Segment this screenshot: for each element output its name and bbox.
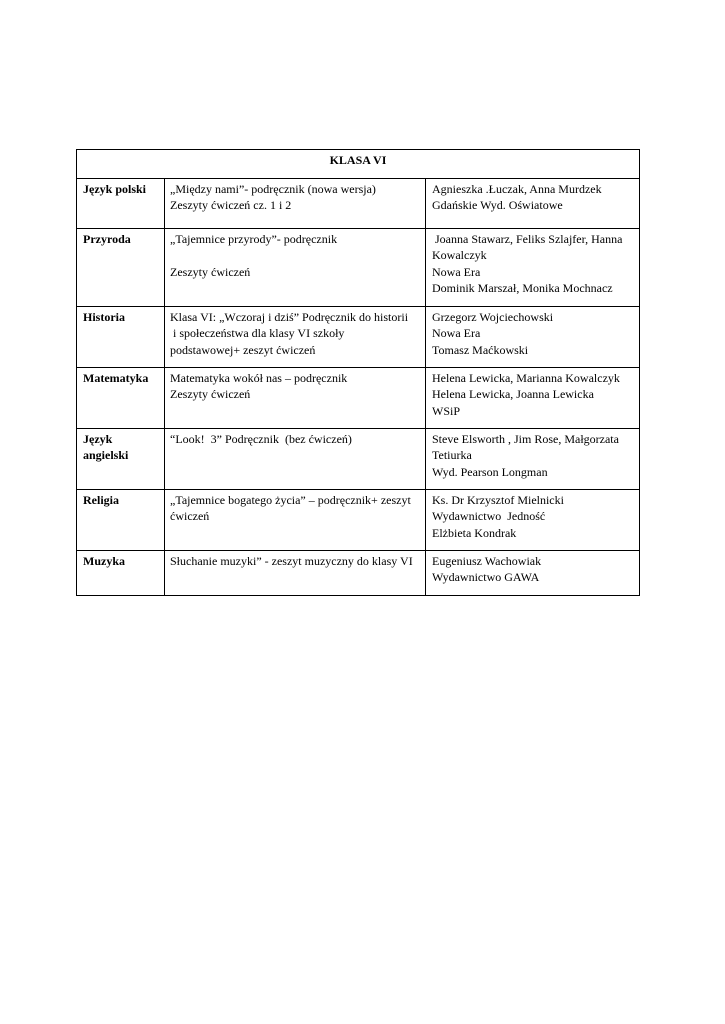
title-cell (165, 307, 426, 368)
title-line: Matematyka wokół nas – podręcznik (170, 371, 348, 385)
title-line: podstawowej+ zeszyt ćwiczeń (170, 342, 316, 357)
table-body (77, 179, 640, 596)
subject-line: Przyroda (83, 232, 131, 246)
title-line: Słuchanie muzyki” - zeszyt muzyczny do klasy VI (170, 554, 413, 568)
table-header-row (77, 150, 640, 179)
title-line: “Look! 3” Podręcznik (bez ćwiczeń) (170, 432, 352, 446)
title-cell (165, 179, 426, 229)
table-row (77, 307, 640, 368)
authors-line: Helena Lewicka, Marianna Kowalczyk (432, 371, 620, 385)
authors-line: Agnieszka .Łuczak, Anna Murdzek (432, 182, 602, 196)
subject-line: angielski (83, 448, 129, 463)
authors-line: Ks. Dr Krzysztof Mielnicki (432, 493, 564, 507)
authors-line: Helena Lewicka, Joanna Lewicka (432, 387, 594, 402)
authors-line: Wyd. Pearson Longman (432, 464, 548, 479)
authors-cell (426, 490, 640, 551)
title-cell (165, 229, 426, 307)
title-line: „Między nami”- podręcznik (nowa wersja) (170, 182, 376, 196)
authors-line: WSiP (432, 403, 461, 418)
subject-line: Religia (83, 493, 119, 507)
table-row (77, 551, 640, 596)
class-heading: KLASA VI (77, 150, 640, 179)
authors-cell (426, 229, 640, 307)
title-line (170, 247, 421, 263)
table-row (77, 368, 640, 429)
authors-cell (426, 307, 640, 368)
title-cell (165, 551, 426, 596)
authors-line: Dominik Marszał, Monika Mochnacz (432, 281, 613, 296)
title-line: i społeczeństwa dla klasy VI szkoły (170, 326, 345, 341)
authors-line: Wydawnictwo Jedność (432, 509, 546, 524)
subject-line: Muzyka (83, 554, 125, 568)
subject-line: Język polski (83, 182, 147, 196)
title-line: „Tajemnice przyrody”- podręcznik (170, 232, 338, 246)
subject-cell (77, 307, 165, 368)
authors-line: Joanna Stawarz, Feliks Szlajfer, Hanna (432, 232, 623, 246)
title-line: Zeszyty ćwiczeń (170, 387, 251, 402)
title-line: „Tajemnice bogatego życia” – podręcznik+ zeszyt (170, 493, 411, 507)
title-line: Zeszyty ćwiczeń (170, 264, 251, 279)
subject-cell (77, 490, 165, 551)
authors-line: Nowa Era (432, 264, 481, 279)
title-cell (165, 490, 426, 551)
authors-line: Tomasz Maćkowski (432, 342, 529, 357)
title-line: Zeszyty ćwiczeń cz. 1 i 2 (170, 198, 292, 213)
title-line: Klasa VI: „Wczoraj i dziś” Podręcznik do historii (170, 310, 409, 324)
table-row (77, 229, 640, 307)
title-line: ćwiczeń (170, 509, 210, 524)
authors-line: Gdańskie Wyd. Oświatowe (432, 198, 563, 213)
table-row (77, 429, 640, 490)
title-cell (165, 368, 426, 429)
subject-line: Język (83, 432, 113, 446)
authors-cell (426, 551, 640, 596)
subject-line: Historia (83, 310, 125, 324)
authors-line: Wydawnictwo GAWA (432, 570, 540, 585)
subject-cell (77, 229, 165, 307)
authors-line: Kowalczyk (432, 248, 487, 263)
table-row (77, 490, 640, 551)
authors-cell (426, 368, 640, 429)
title-cell (165, 429, 426, 490)
authors-line: Nowa Era (432, 326, 481, 341)
authors-cell (426, 429, 640, 490)
subject-cell (77, 179, 165, 229)
authors-line: Grzegorz Wojciechowski (432, 310, 554, 324)
subject-cell (77, 368, 165, 429)
authors-line: Steve Elsworth , Jim Rose, Małgorzata (432, 432, 619, 446)
subject-cell (77, 551, 165, 596)
authors-line: Tetiurka (432, 448, 472, 463)
subject-line: Matematyka (83, 371, 149, 385)
authors-cell (426, 179, 640, 229)
authors-line: Eugeniusz Wachowiak (432, 554, 542, 568)
authors-line: Elżbieta Kondrak (432, 525, 517, 540)
table-row (77, 179, 640, 229)
subject-cell (77, 429, 165, 490)
textbook-table (76, 149, 640, 596)
